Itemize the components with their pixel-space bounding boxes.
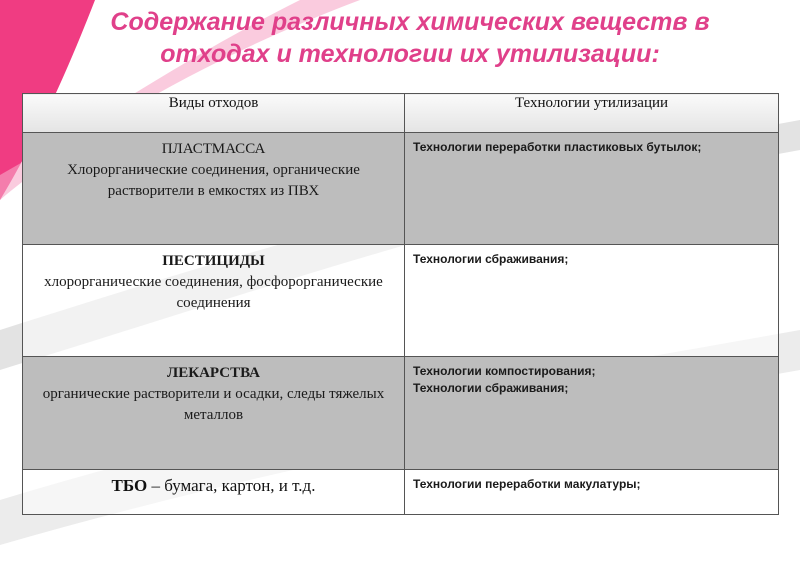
waste-technology-table	[22, 93, 779, 515]
waste-cell-pesticides	[23, 245, 405, 357]
page-title	[60, 6, 760, 70]
title-line-2: отходах и технологии их утилизации:	[160, 40, 660, 68]
waste-category: ПЛАСТМАССА	[161, 141, 266, 157]
table-row	[23, 470, 779, 515]
table-header-row	[23, 94, 779, 133]
waste-description: органические растворители и осадки, следы тяжелых металлов	[42, 386, 385, 423]
waste-description: Хлорорганические соединения, органические растворители в емкостях из ПВХ	[67, 162, 360, 199]
tech-cell-solid-waste	[405, 470, 779, 515]
tech-cell-pesticides	[405, 245, 779, 357]
header-technologies: Технологии утилизации	[405, 94, 779, 133]
waste-category: ЛЕКАРСТВА	[167, 365, 260, 381]
tech-item: Технологии компостирования;	[413, 364, 596, 378]
waste-category: ТБО	[111, 476, 148, 495]
tech-cell-medicines	[405, 357, 779, 470]
waste-category: ПЕСТИЦИДЫ	[162, 253, 265, 269]
tech-item: Технологии переработки пластиковых бутылок;	[413, 140, 702, 154]
tech-item: Технологии сбраживания;	[413, 252, 569, 266]
tech-cell-plastic	[405, 133, 779, 245]
tech-item: Технологии переработки макулатуры;	[413, 477, 641, 491]
waste-cell-plastic	[23, 133, 405, 245]
waste-description: хлорорганические соединения, фосфорорганические соединения	[44, 274, 383, 311]
waste-cell-solid-waste	[23, 470, 405, 515]
table-row	[23, 133, 779, 245]
title-line-1: Содержание различных химических веществ в	[110, 8, 710, 36]
tech-item: Технологии сбраживания;	[413, 381, 569, 395]
waste-description: – бумага, картон, и т.д.	[147, 476, 316, 495]
table-row	[23, 245, 779, 357]
waste-cell-medicines	[23, 357, 405, 470]
table-row	[23, 357, 779, 470]
header-waste-types: Виды отходов	[23, 94, 405, 133]
